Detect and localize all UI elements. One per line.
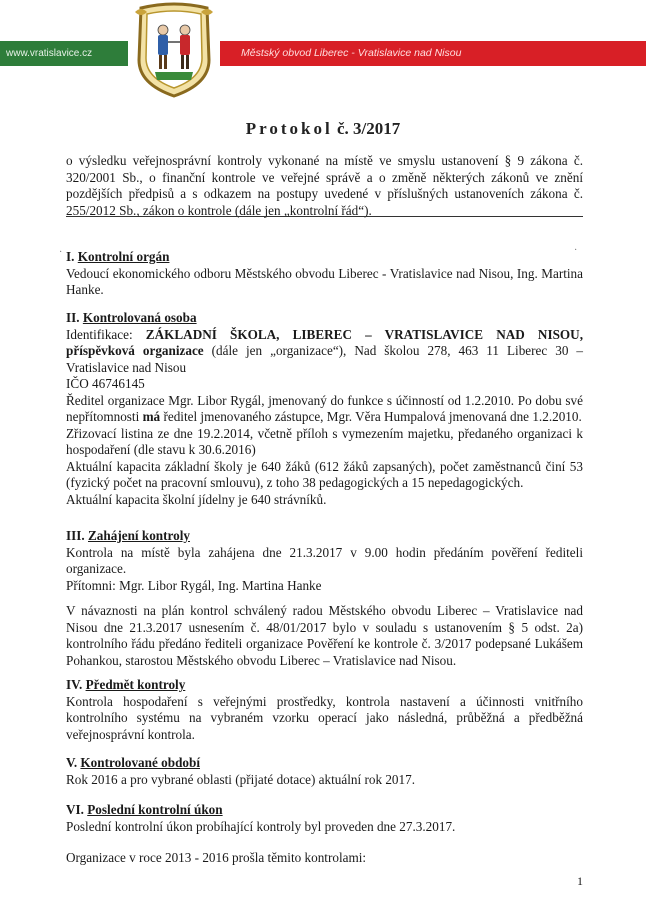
section-3-number: III. [66, 528, 85, 543]
intro-text: o výsledku veřejnosprávní kontroly vykonané na místě ve smyslu ustanovení § 9 zákona č. 320/2001 Sb., o finanční kontrole ve veřejné správě a o změně některých zákonů ve znění pozdějších předpisů a s odkazem na postupy uvedené v příslušných ustanoveních zákona č. 255/2012 Sb., zákon o kontrole (dále jen „kontrolní řád“). [66, 153, 583, 218]
director-info [66, 393, 583, 426]
coat-of-arms-logo [133, 2, 215, 98]
capacity-info: Aktuální kapacita základní školy je 640 žáků (612 žáků zapsaných), počet zaměstnanců činí 53 (fyzický počet na pracovní smlouvu), z toho 38 pedagogických a 15 nepedagogických. [66, 458, 583, 490]
section-4-number: IV. [66, 677, 83, 692]
page-number: 1 [577, 874, 583, 888]
section-4-title: Předmět kontroly [85, 677, 186, 692]
scan-mark: · [59, 247, 63, 258]
identification-label: Identifikace: [66, 326, 133, 342]
section-3-title: Zahájení kontroly [88, 528, 190, 543]
section-1-text: Vedoucí ekonomického odboru Městského obvodu Liberec - Vratislavice nad Nisou, Ing. Martina Hanke. [66, 265, 583, 297]
closing-paragraph [66, 850, 583, 867]
section-5-title: Kontrolované období [80, 755, 200, 770]
ico: IČO 46746145 [66, 376, 145, 391]
director-text-a: Ředitel organizace Mgr. Libor Rygál, jmenovaný do funkce s účinností od 1.2.2010. Po dobu své nepřítomnosti [66, 392, 583, 424]
section-5 [66, 755, 583, 788]
office-name: Městský obvod Liberec - Vratislavice nad Nisou [241, 47, 462, 59]
section-2 [66, 310, 583, 508]
section-6-heading [66, 802, 583, 819]
charter-info: Zřizovací listina ze dne 19.2.2014, včetně příloh s vymezením majetku, předaného organizaci k hospodaření (dle stavu k 30.6.2016) [66, 425, 583, 457]
section-1-heading [66, 249, 583, 266]
title-prefix: Protokol [245, 119, 333, 138]
section-2-heading [66, 310, 583, 327]
website-text: www.vratislavice.cz [6, 48, 93, 59]
title-number: č. 3/2017 [336, 119, 401, 138]
scan-mark: · [574, 245, 578, 256]
protocol-title [0, 119, 646, 139]
section-1-title: Kontrolní orgán [77, 249, 170, 264]
divider [66, 216, 583, 217]
section-6-title: Poslední kontrolní úkon [87, 802, 223, 817]
control-plan: V návaznosti na plán kontrol schválený radou Městského obvodu Liberec – Vratislavice nad Nisou dne 21.3.2017 usnesením č. 48/01/2017 bylo v souladu s ustanovením § 5 odst. 2a) kontrolního řádu předáno řediteli organizace Pověření ke kontrole č. 3/2017 podepsané Lukášem Pohankou, starostou Městského obvodu Liberec – Vratislavice nad Nisou. [66, 603, 583, 668]
section-3-heading [66, 528, 583, 545]
closing-text: Organizace v roce 2013 - 2016 prošla těmito kontrolami: [66, 850, 367, 865]
section-5-heading [66, 755, 583, 772]
section-2-number: II. [66, 310, 80, 325]
section-5-number: V. [66, 755, 78, 770]
section-2-title: Kontrolovaná osoba [82, 310, 197, 325]
section-1-number: I. [66, 249, 75, 264]
section-6 [66, 802, 583, 835]
director-text-b: ředitel jmenovaného zástupce, Mgr. Věra Humpalová jmenovaná dne 1.2.2010. [163, 409, 582, 424]
office-banner [220, 41, 646, 66]
section-4-text: Kontrola hospodaření s veřejnými prostředky, kontrola nastavení a účinnosti vnitřního kontrolního systému na vybraném vzorku operací jako následná, průběžná a předběžná veřejnosprávní kontrola. [66, 693, 583, 742]
director-bold: má [142, 409, 161, 424]
control-start: Kontrola na místě byla zahájena dne 21.3.2017 v 9.00 hodin předáním pověření řediteli organizace. [66, 544, 583, 576]
canteen-info: Aktuální kapacita školní jídelny je 640 strávníků. [66, 491, 327, 507]
section-5-text: Rok 2016 a pro vybrané oblasti (přijaté dotace) aktuální rok 2017. [66, 771, 416, 787]
section-1 [66, 249, 583, 299]
website-banner [0, 41, 128, 66]
section-4 [66, 677, 583, 743]
section-3 [66, 528, 583, 669]
section-4-heading [66, 677, 583, 694]
organization-address: (dále jen „organizace“), Nad školou 278, 463 11 Liberec 30 – Vratislavice nad Nisou [66, 343, 583, 375]
present-persons: Přítomni: Mgr. Libor Rygál, Ing. Martina Hanke [66, 577, 322, 593]
section-6-number: VI. [66, 802, 84, 817]
intro-paragraph [66, 153, 583, 219]
organization-name: ZÁKLADNÍ ŠKOLA, LIBEREC – VRATISLAVICE NAD NISOU, příspěvková organizace [66, 326, 583, 358]
organization-identification [66, 327, 583, 377]
section-6-text: Poslední kontrolní úkon probíhající kontroly byl proveden dne 27.3.2017. [66, 818, 456, 834]
